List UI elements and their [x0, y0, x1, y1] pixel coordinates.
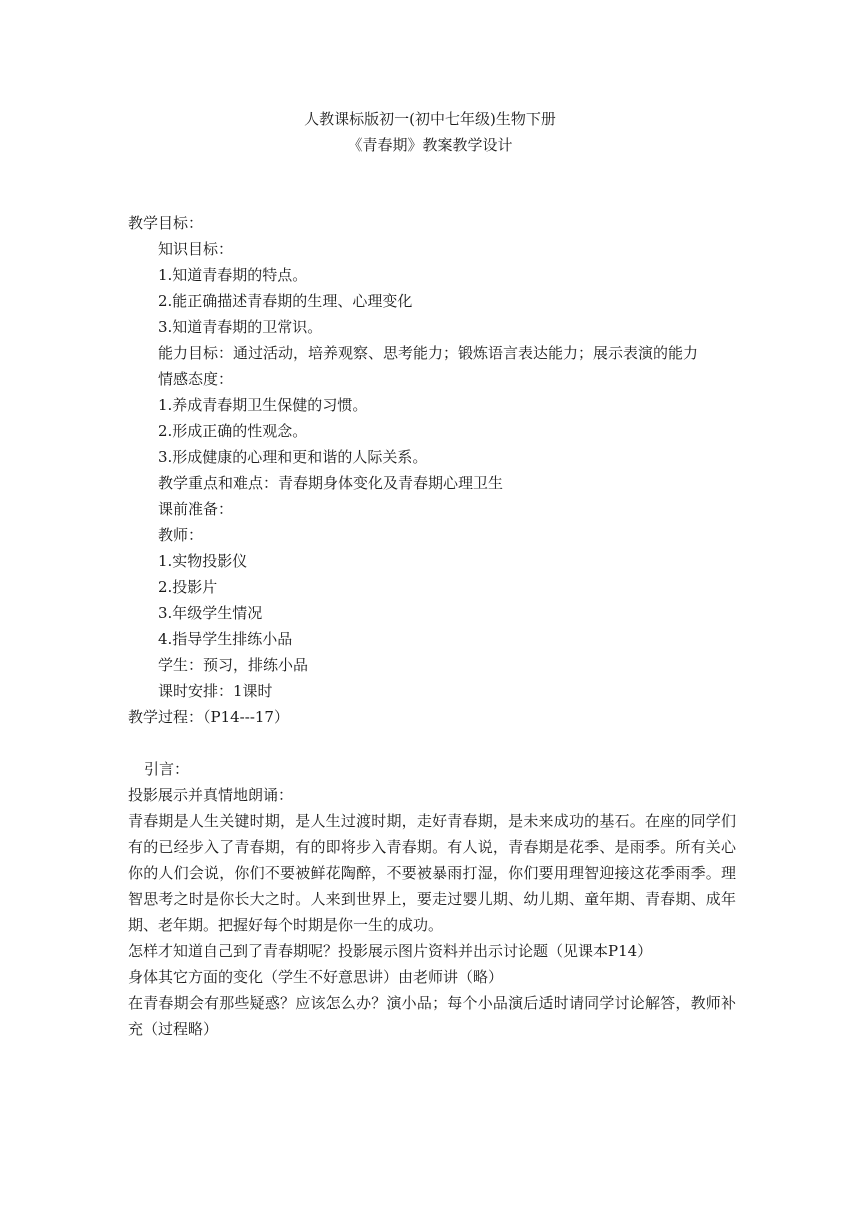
teacher-item: 3.年级学生情况 [158, 604, 263, 622]
knowledge-item: 2.能正确描述青春期的生理、心理变化 [158, 292, 413, 310]
student-preparation: 学生：预习，排练小品 [158, 656, 309, 674]
key-points: 教学重点和难点：青春期身体变化及青春期心理卫生 [158, 474, 504, 492]
objectives-heading: 教学目标： [128, 214, 204, 232]
puberty-question: 怎样才知道自己到了青春期呢？投影展示图片资料并出示讨论题（见课本P14） [128, 942, 653, 960]
knowledge-heading: 知识目标： [158, 240, 234, 258]
intro-heading: 引言： [144, 760, 190, 778]
document-body [128, 210, 736, 1042]
emotion-item: 1.养成青春期卫生保健的习惯。 [158, 396, 368, 414]
teacher-heading: 教师： [158, 526, 204, 544]
document-title [0, 106, 860, 158]
teacher-item: 1.实物投影仪 [158, 552, 248, 570]
blank-line [128, 730, 736, 756]
knowledge-item: 3.知道青春期的卫常识。 [158, 318, 323, 336]
teacher-item: 4.指导学生排练小品 [158, 630, 293, 648]
title-line-lesson: 《青春期》教案教学设计 [347, 136, 513, 154]
emotion-item: 2.形成正确的性观念。 [158, 422, 308, 440]
knowledge-item: 1.知道青春期的特点。 [158, 266, 308, 284]
other-changes: 身体其它方面的变化（学生不好意思讲）由老师讲（略） [128, 968, 504, 986]
emotion-item: 3.形成健康的心理和更和谐的人际关系。 [158, 448, 428, 466]
teacher-item: 2.投影片 [158, 578, 218, 596]
skit-paragraph: 在青春期会有那些疑惑？应该怎么办？演小品；每个小品演后适时请同学讨论解答，教师补充（过程略） [128, 994, 736, 1038]
process-heading: 教学过程：（P14---17） [128, 708, 289, 726]
lesson-schedule: 课时安排：1课时 [158, 682, 273, 700]
intro-paragraph: 青春期是人生关键时期，是人生过渡时期，走好青春期，是未来成功的基石。在座的同学们有的已经步入了青春期，有的即将步入青春期。有人说，青春期是花季、是雨季。所有关心你的人们会说，你们不要被鲜花陶醉，不要被暴雨打湿，你们要用理智迎接这花季雨季。理智思考之时是你长大之时。人来到世界上，要走过婴儿期、幼儿期、童年期、青春期、成年期、老年期。把握好每个时期是你一生的成功。 [128, 812, 736, 934]
intro-lead: 投影展示并真情地朗诵： [128, 786, 294, 804]
title-line-course: 人教课标版初一(初中七年级)生物下册 [304, 110, 556, 128]
emotion-heading: 情感态度： [158, 370, 234, 388]
preparation-heading: 课前准备： [158, 500, 234, 518]
ability-objective: 能力目标：通过活动，培养观察、思考能力；锻炼语言表达能力；展示表演的能力 [158, 344, 699, 362]
